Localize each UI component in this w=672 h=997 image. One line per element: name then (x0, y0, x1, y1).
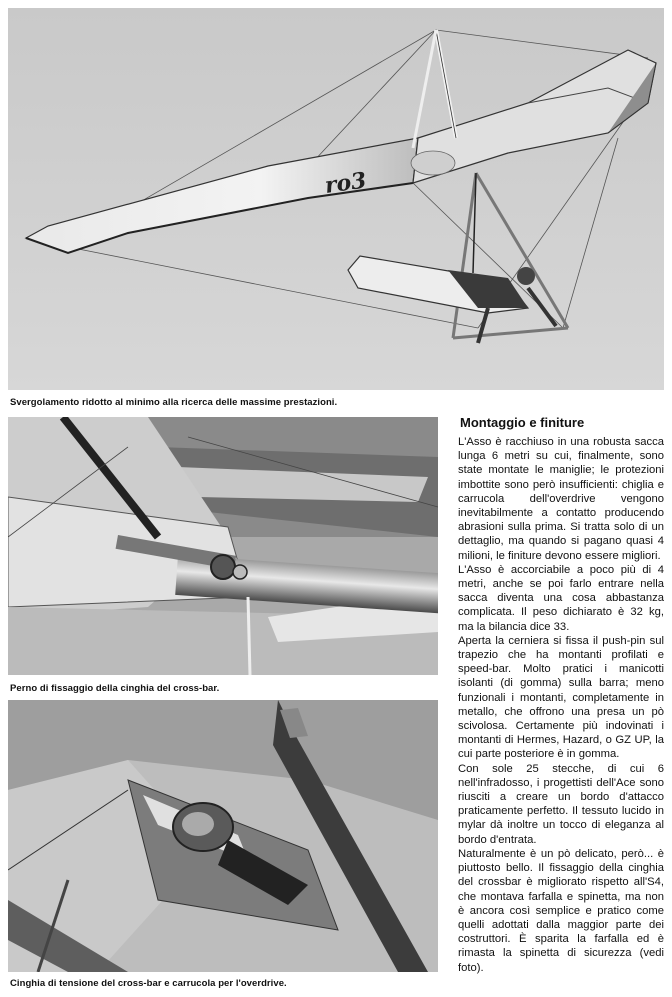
wing-marking: ro3 (323, 167, 369, 199)
article-heading: Montaggio e finiture (460, 415, 585, 430)
cross-bar-strap-photo (8, 700, 438, 972)
photo-caption-middle: Perno di fissaggio della cinghia del cross-bar. (10, 683, 220, 694)
article-paragraph: Aperta la cerniera si fissa il push-pin sul trapezio che ha montanti profilati e speed-bar. Molto pratici i manicotti isolanti (di gomma) sulla barra; meno funzionali i montanti, completamente in metallo, che offrono una presa un pò scivolosa. Certamente più indovinati i montanti di Hermes, Hazard, o GZ UP, la cui parte posteriore è in gomma. (458, 634, 664, 761)
photo-caption-bottom: Cinghia di tensione del cross-bar e carrucola per l'overdrive. (10, 978, 287, 989)
cross-bar-pin-photo (8, 417, 438, 675)
article-paragraph: Con sole 25 stecche, di cui 6 nell'infradosso, i progettisti dell'Ace sono riusciti a creare un bordo d'attacco praticamente perfetto. Il tessuto lucido in mylar dà inoltre un tocco di eleganza al bordo d'entrata. (458, 762, 664, 846)
article-paragraph: L'Asso è racchiuso in una robusta sacca lunga 6 metri su cui, finalmente, sono state montate le maniglie; le protezioni imbottite sono però insufficienti: chiglia e carrucola dell'overdrive vengono inevitabilmente a contatto producendo abrasioni sulla prima. Si tratta solo di un dettaglio, ma quando si pagano quasi 4 milioni, le finiture devono essere migliori. (458, 436, 664, 562)
article-paragraph: Naturalmente è un pò delicato, però... è piuttosto bello. Il fissaggio della cinghia del crossbar è migliorato rispetto all'S4, che montava farfalla e spinetta, ma non è ancora così semplice e pratico come quelli adottati dalla maggior parte dei costruttori. È sparita la farfalla ed è rimasta la spinetta di sicurezza (vedi foto). (458, 847, 664, 974)
article-body (458, 435, 664, 975)
hang-glider-flight-photo (8, 8, 664, 390)
photo-caption-top: Svergolamento ridotto al minimo alla ricerca delle massime prestazioni. (10, 397, 338, 408)
article-paragraph: L'Asso è accorciabile a poco più di 4 metri, anche se poi farlo entrare nella sacca diventa una cosa abbastanza complicata. Il peso dichiarato è 32 kg, ma la bilancia dice 33. (458, 563, 664, 633)
